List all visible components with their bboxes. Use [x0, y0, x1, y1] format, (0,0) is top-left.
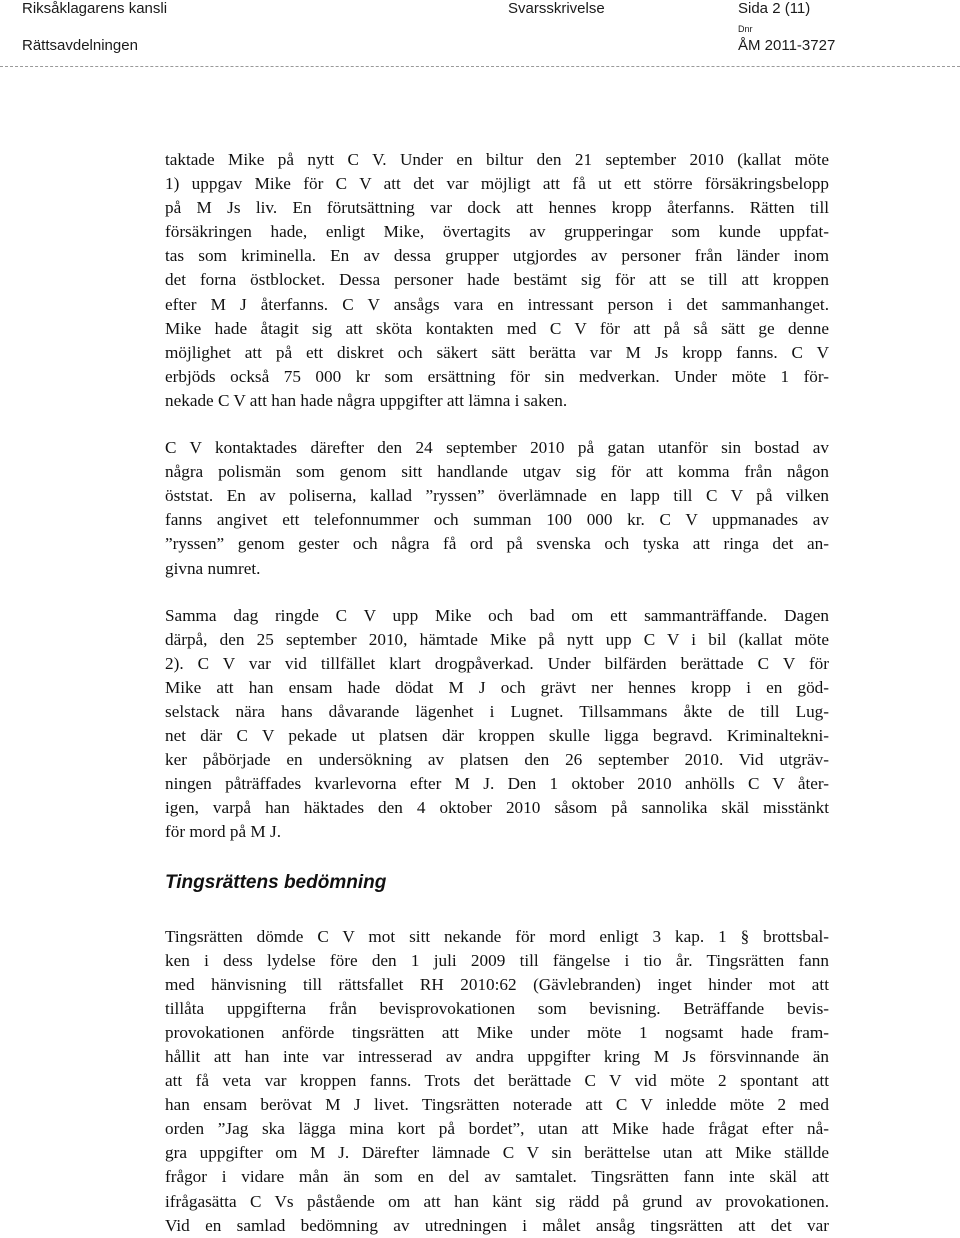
- text-line: det forna östblocket. Dessa personer hade bestämt sig för att se till att kroppen: [165, 270, 829, 290]
- text-line: C V kontaktades därefter den 24 september 2010 på gatan utanför sin bostad av: [165, 438, 829, 458]
- page-number: Sida 2 (11): [738, 0, 811, 17]
- paragraph-1: [165, 148, 829, 413]
- text-line: ker påbörjade en undersökning av platsen den 26 september 2010. Vid utgräv-: [165, 750, 829, 770]
- text-line: nekade C V att han hade några uppgifter att lämna i saken.: [165, 390, 568, 410]
- paragraph-3: [165, 604, 829, 845]
- document-body: [165, 148, 829, 1238]
- department-name: Rättsavdelningen: [22, 37, 138, 54]
- text-line: ”ryssen” genom gester och några få ord på svenska och tyska att ringa det an-: [165, 534, 829, 554]
- heading-spacer: [165, 897, 829, 925]
- text-line: frågor i vidare mån än som en del av samtalet. Tingsrätten fann inte skäl att: [165, 1167, 829, 1187]
- text-line: igen, varpå han häktades den 4 oktober 2010 såsom på sannolika skäl misstänkt: [165, 798, 829, 818]
- text-line: några polismän som genom sitt handlande utgav sig för att komma från någon: [165, 462, 829, 482]
- text-line: öststat. En av poliserna, kallad ”ryssen” överlämnade en lapp till C V på vilken: [165, 486, 829, 506]
- text-line: 2). C V var vid tillfället klart drogpåverkad. Under bilfärden berättade C V för: [165, 653, 829, 673]
- text-line: på M Js liv. En förutsättning var dock att hennes kropp återfanns. Rätten till: [165, 198, 829, 218]
- page-header: [0, 0, 960, 70]
- header-divider: [0, 66, 960, 67]
- text-line: tas som kriminella. En av dessa grupper utgjordes av personer från länder inom: [165, 246, 829, 266]
- text-line: erbjöds också 75 000 kr som ersättning för sin medverkan. Under möte 1 för-: [165, 366, 829, 386]
- org-name: Riksåklagarens kansli: [22, 0, 168, 17]
- text-line: försäkringen hade, enligt Mike, övertagits av grupperingar som kunde uppfat-: [165, 222, 829, 242]
- text-line: efter M J återfanns. C V ansågs vara en intressant person i det sammanhanget.: [165, 294, 829, 314]
- text-line: Samma dag ringde C V upp Mike och bad om ett sammanträffande. Dagen: [165, 605, 829, 625]
- text-line: fanns angivet ett telefonnummer och summan 100 000 kr. C V uppmanades av: [165, 510, 829, 530]
- text-line: Vid en samlad bedömning av utredningen i målet ansåg tingsrätten att det var: [165, 1215, 829, 1235]
- section-heading: Tingsrättens bedömning: [165, 871, 387, 893]
- text-line: möjlighet att på ett diskret och säkert sätt berätta var M Js kropp fanns. C V: [165, 342, 829, 362]
- text-line: Mike att han ensam hade dödat M J och grävt ner hennes kropp i en göd-: [165, 677, 829, 697]
- text-line: taktade Mike på nytt C V. Under en biltur den 21 september 2010 (kallat möte: [165, 150, 829, 169]
- text-line: därpå, den 25 september 2010, hämtade Mike på nytt upp C V i bil (kallat möte: [165, 629, 829, 649]
- text-line: 1) uppgav Mike för C V att det var möjligt att få ut ett större försäkringsbelopp: [165, 174, 829, 194]
- text-line: han ensam berövat M J livet. Tingsrätten noterade att C V inledde möte 2 med: [165, 1095, 829, 1115]
- text-line: selstack nära hans dåvarande lägenhet i Lugnet. Tillsammans åkte de till Lug-: [165, 701, 829, 721]
- text-line: net där C V pekade ut platsen där kroppen skulle ligga begravd. Kriminaltekni-: [165, 726, 829, 746]
- text-line: ken i dess lydelse före den 1 juli 2009 till fängelse i tio år. Tingsrätten fann: [165, 950, 829, 970]
- text-line: gra uppgifter om M J. Därefter lämnade C V sin berättelse utan att Mike ställde: [165, 1143, 829, 1163]
- heading-spacer: [165, 845, 829, 869]
- paragraph-spacer: [165, 413, 829, 436]
- paragraph-4: [165, 925, 829, 1238]
- text-line: Mike hade åtagit sig att sköta kontakten med C V för att på så sätt ge denne: [165, 318, 829, 338]
- document-type: Svarsskrivelse: [508, 0, 605, 17]
- text-line: provokationen anförde tingsrätten att Mike under möte 1 nogsamt hade fram-: [165, 1022, 829, 1042]
- text-line: att få veta var kroppen fanns. Trots det berättade C V vid möte 2 spontant att: [165, 1071, 829, 1091]
- dnr-number: ÅM 2011-3727: [738, 37, 836, 54]
- text-line: orden ”Jag ska lägga mina kort på bordet”, utan att Mike hade frågat efter nå-: [165, 1119, 829, 1139]
- text-line: för mord på M J.: [165, 822, 281, 842]
- paragraph-2: [165, 436, 829, 581]
- text-line: Tingsrätten dömde C V mot sitt nekande för mord enligt 3 kap. 1 § brottsbal-: [165, 926, 829, 946]
- text-line: hållit att han inte var intresserad av andra uppgifter kring M Js försvinnande än: [165, 1047, 829, 1066]
- text-line: ifrågasätta C Vs påstående om att han känt sig rädd på grund av provokationen.: [165, 1191, 829, 1211]
- text-line: ningen påträffades kvarlevorna efter M J. Den 1 oktober 2010 anhölls C V åter-: [165, 774, 829, 794]
- text-line: tillåta uppgifterna från bevisprovokationen som bevisning. Beträffande bevis-: [165, 998, 829, 1018]
- text-line: givna numret.: [165, 558, 261, 578]
- dnr-label: Dnr: [738, 24, 753, 34]
- text-line: med hänvisning till rättsfallet RH 2010:62 (Gävlebranden) inget hinder mot att: [165, 974, 829, 994]
- paragraph-spacer: [165, 581, 829, 604]
